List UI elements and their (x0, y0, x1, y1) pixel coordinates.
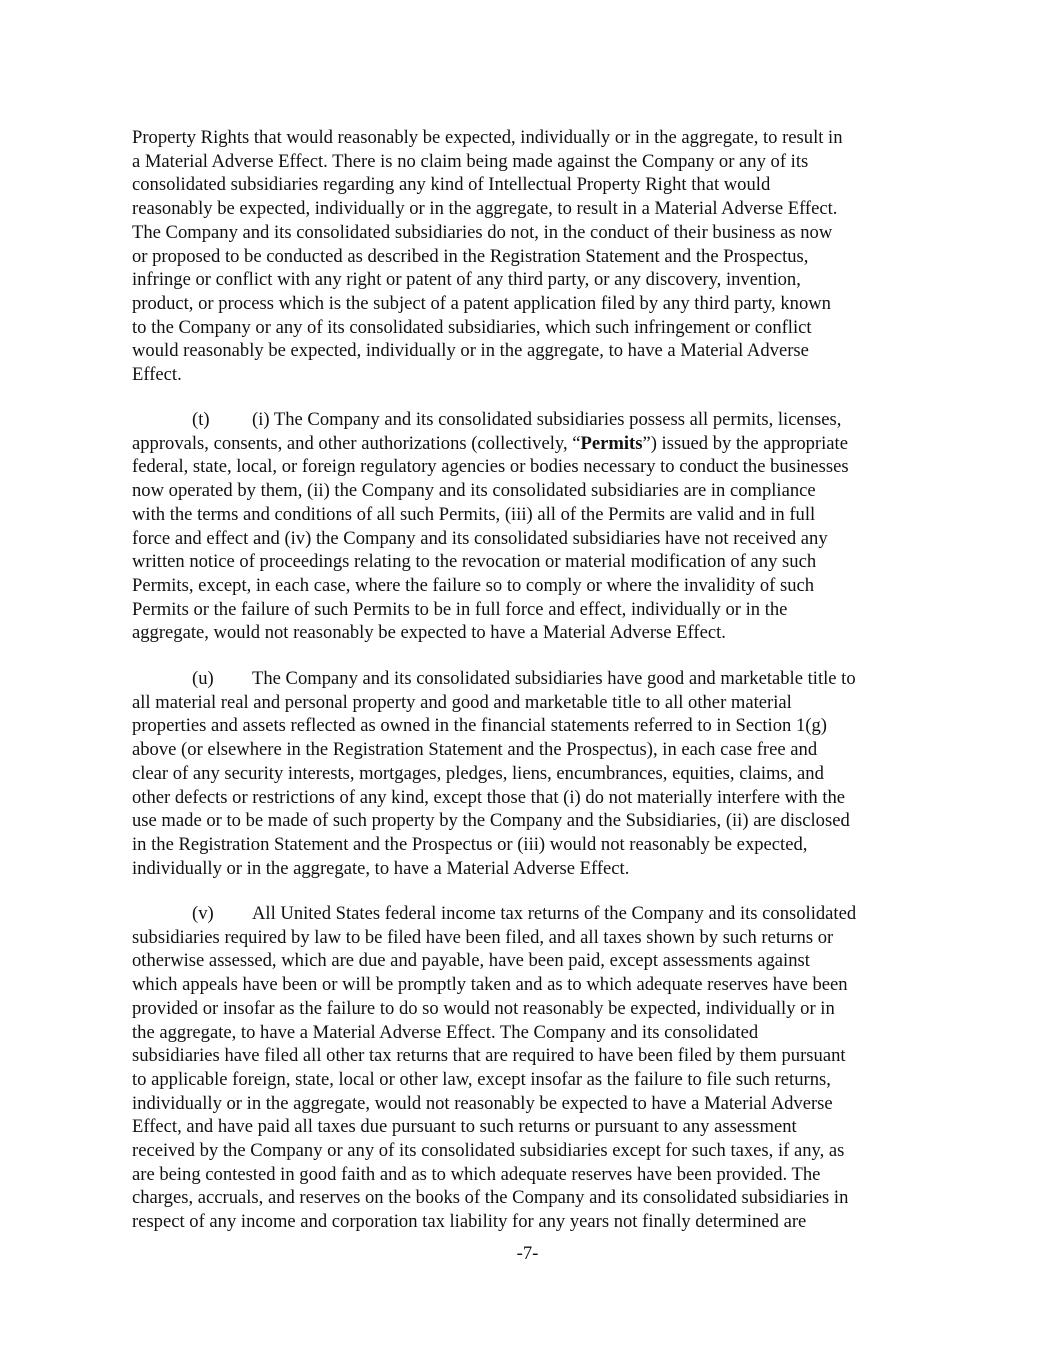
text-line: individually or in the aggregate, would not reasonably be expected to have a Material Adverse (132, 1092, 833, 1114)
text-line: otherwise assessed, which are due and payable, have been paid, except assessments against (132, 950, 810, 972)
text-line: the aggregate, to have a Material Adverse Effect. The Company and its consolidated (132, 1021, 759, 1043)
text-line: Effect. (132, 364, 182, 386)
text-line: above (or elsewhere in the Registration Statement and the Prospectus), in each case free and (132, 739, 818, 761)
section-marker-v: (v) (192, 903, 214, 924)
text-line: to applicable foreign, state, local or other law, except insofar as the failure to file such returns, (132, 1068, 831, 1090)
text-line: Effect, and have paid all taxes due pursuant to such returns or pursuant to any assessment (132, 1116, 797, 1138)
text-line: now operated by them, (ii) the Company and its consolidated subsidiaries are in compliance (132, 480, 816, 502)
page-number: -7- (516, 1243, 539, 1264)
text-line: provided or insofar as the failure to do so would not reasonably be expected, individually or in (132, 997, 835, 1019)
text-line: (i) The Company and its consolidated subsidiaries possess all permits, licenses, (252, 409, 842, 430)
text-line: other defects or restrictions of any kind, except those that (i) do not materially interfere with the (132, 786, 846, 808)
text-line: properties and assets reflected as owned in the financial statements referred to in Section 1(g) (132, 715, 827, 737)
defined-term-permits: Permits (580, 432, 643, 454)
section-marker-t: (t) (192, 409, 210, 430)
text-line: would reasonably be expected, individually or in the aggregate, to have a Material Adverse (132, 340, 809, 362)
text-line: written notice of proceedings relating to the revocation or material modification of any such (132, 551, 817, 573)
paragraph-t-permits (132, 408, 932, 645)
text-line: reasonably be expected, individually or in the aggregate, to result in a Material Adverse Effect. (132, 198, 838, 220)
text-line: use made or to be made of such property by the Company and the Subsidiaries, (ii) are disclosed (132, 810, 850, 832)
text-line: subsidiaries required by law to be filed have been filed, and all taxes shown by such returns or (132, 926, 834, 948)
section-marker-u: (u) (192, 668, 214, 689)
text-line: federal, state, local, or foreign regulatory agencies or bodies necessary to conduct the businesses (132, 456, 849, 478)
text-line: or proposed to be conducted as described in the Registration Statement and the Prospectus, (132, 245, 809, 267)
text-line: are being contested in good faith and as to which adequate reserves have been provided. The (132, 1163, 821, 1185)
text-line: approvals, consents, and other authorizations (collectively, “ (132, 432, 581, 454)
paragraph-intellectual-property (132, 126, 932, 387)
text-line: aggregate, would not reasonably be expected to have a Material Adverse Effect. (132, 622, 726, 644)
text-line: a Material Adverse Effect. There is no claim being made against the Company or any of its (132, 150, 809, 172)
text-line: which appeals have been or will be promptly taken and as to which adequate reserves have been (132, 974, 848, 996)
text-line: individually or in the aggregate, to have a Material Adverse Effect. (132, 857, 630, 879)
text-line: received by the Company or any of its consolidated subsidiaries except for such taxes, if any, as (132, 1140, 845, 1162)
text-line: Permits, except, in each case, where the failure so to comply or where the invalidity of such (132, 574, 815, 596)
text-line: infringe or conflict with any right or patent of any third party, or any discovery, invention, (132, 269, 801, 291)
text-line: The Company and its consolidated subsidiaries have good and marketable title to (252, 668, 856, 689)
text-line: in the Registration Statement and the Prospectus or (iii) would not reasonably be expected, (132, 833, 808, 855)
text-line: subsidiaries have filed all other tax returns that are required to have been filed by them pursuant (132, 1045, 846, 1067)
text-line: charges, accruals, and reserves on the books of the Company and its consolidated subsidiaries in (132, 1187, 849, 1209)
text-line: clear of any security interests, mortgages, pledges, liens, encumbrances, equities, claims, and (132, 762, 824, 784)
text-line: The Company and its consolidated subsidiaries do not, in the conduct of their business as now (132, 221, 833, 243)
text-line: product, or process which is the subject of a patent application filed by any third party, known (132, 292, 831, 314)
text-line: Property Rights that would reasonably be expected, individually or in the aggregate, to result in (132, 127, 843, 148)
text-line: all material real and personal property and good and marketable title to all other material (132, 691, 792, 713)
text-line: with the terms and conditions of all such Permits, (iii) all of the Permits are valid and in full (132, 503, 816, 525)
paragraph-u-title (132, 667, 932, 880)
text-line: Permits or the failure of such Permits to be in full force and effect, individually or in the (132, 598, 788, 620)
text-line: All United States federal income tax returns of the Company and its consolidated (252, 903, 857, 924)
paragraph-v-taxes (132, 902, 932, 1234)
text-line: to the Company or any of its consolidated subsidiaries, which such infringement or conflict (132, 316, 812, 338)
text-line: consolidated subsidiaries regarding any kind of Intellectual Property Right that would (132, 174, 771, 196)
text-line: force and effect and (iv) the Company and its consolidated subsidiaries have not received any (132, 527, 828, 549)
text-line: respect of any income and corporation tax liability for any years not finally determined are (132, 1211, 807, 1233)
text-line: ”) issued by the appropriate (642, 432, 848, 454)
